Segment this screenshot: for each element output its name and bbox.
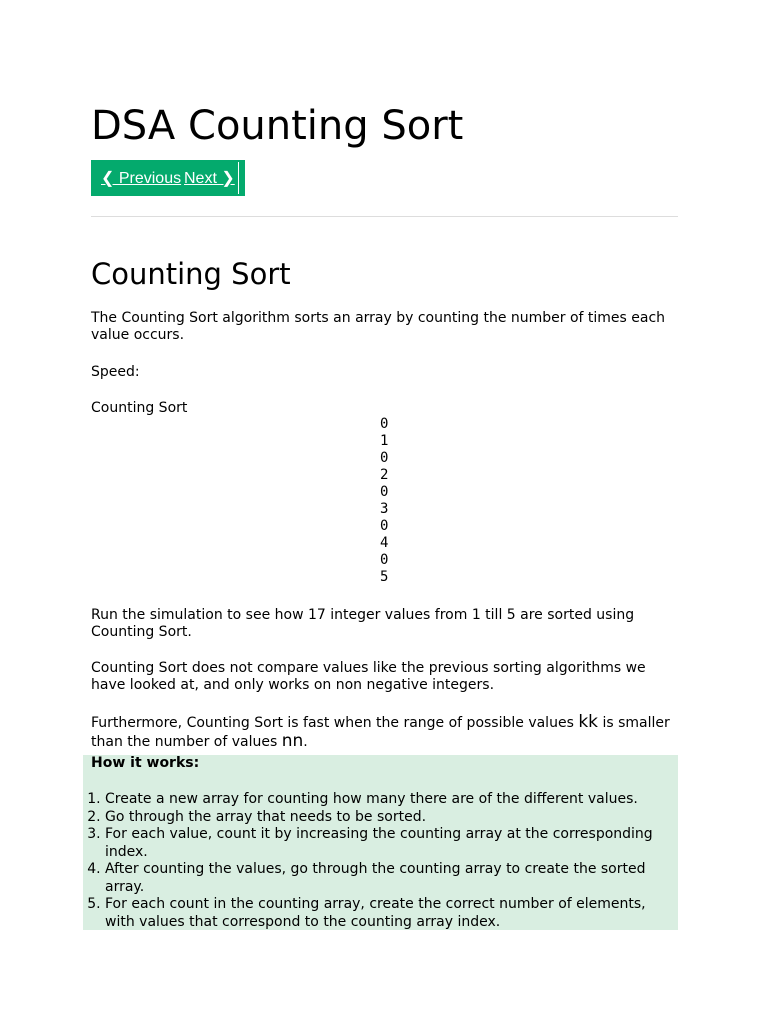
- page-title: DSA Counting Sort: [91, 103, 464, 149]
- furthermore-text-start: Furthermore, Counting Sort is fast when the range of possible values: [91, 715, 579, 731]
- furthermore-paragraph: [91, 713, 678, 751]
- simulation-value: 5: [380, 569, 389, 585]
- step-item: 3. For each value, count it by increasing the counting array at the corresponding index.: [105, 826, 675, 861]
- simulation-title: Counting Sort: [91, 400, 188, 416]
- simulation-value: 0: [380, 552, 389, 568]
- step-item: 5. For each count in the counting array, create the correct number of elements, with values that correspond to the counting array index.: [105, 896, 675, 931]
- simulation-values: [380, 416, 388, 586]
- speed-label: Speed:: [91, 364, 140, 380]
- how-it-works-panel: [83, 755, 678, 930]
- math-k: kk: [578, 712, 599, 732]
- how-it-works-title: How it works:: [91, 755, 200, 771]
- previous-link[interactable]: ❮ Previous: [101, 170, 182, 187]
- furthermore-text-middle: is smaller than the number of values: [91, 715, 670, 750]
- math-n: nn: [281, 731, 304, 751]
- simulation-value: 0: [380, 484, 389, 500]
- intro-paragraph: The Counting Sort algorithm sorts an array by counting the number of times each value occurs.: [91, 310, 666, 343]
- step-item: 1. Create a new array for counting how many there are of the different values.: [105, 791, 675, 809]
- simulation-value: 0: [380, 416, 389, 432]
- simulation-value: 1: [380, 433, 389, 449]
- simulation-value: 0: [380, 518, 389, 534]
- next-link[interactable]: Next ❯: [184, 170, 235, 187]
- step-item: 2. Go through the array that needs to be sorted.: [105, 809, 675, 827]
- simulation-value: 3: [380, 501, 389, 517]
- prev-next-nav: [91, 160, 245, 196]
- section-title: Counting Sort: [91, 257, 291, 291]
- simulation-value: 2: [380, 467, 389, 483]
- simulation-value: 4: [380, 535, 389, 551]
- how-it-works-steps: [83, 791, 675, 931]
- section-divider: [91, 216, 678, 217]
- furthermore-text-end: .: [303, 734, 308, 750]
- compare-paragraph: Counting Sort does not compare values like the previous sorting algorithms we have looked at, and only works on non negative integers.: [91, 660, 646, 693]
- nav-divider: [238, 162, 239, 194]
- simulation-value: 0: [380, 450, 389, 466]
- step-item: 4. After counting the values, go through the counting array to create the sorted array.: [105, 861, 675, 896]
- run-simulation-paragraph: Run the simulation to see how 17 integer values from 1 till 5 are sorted using Counting Sort.: [91, 607, 635, 640]
